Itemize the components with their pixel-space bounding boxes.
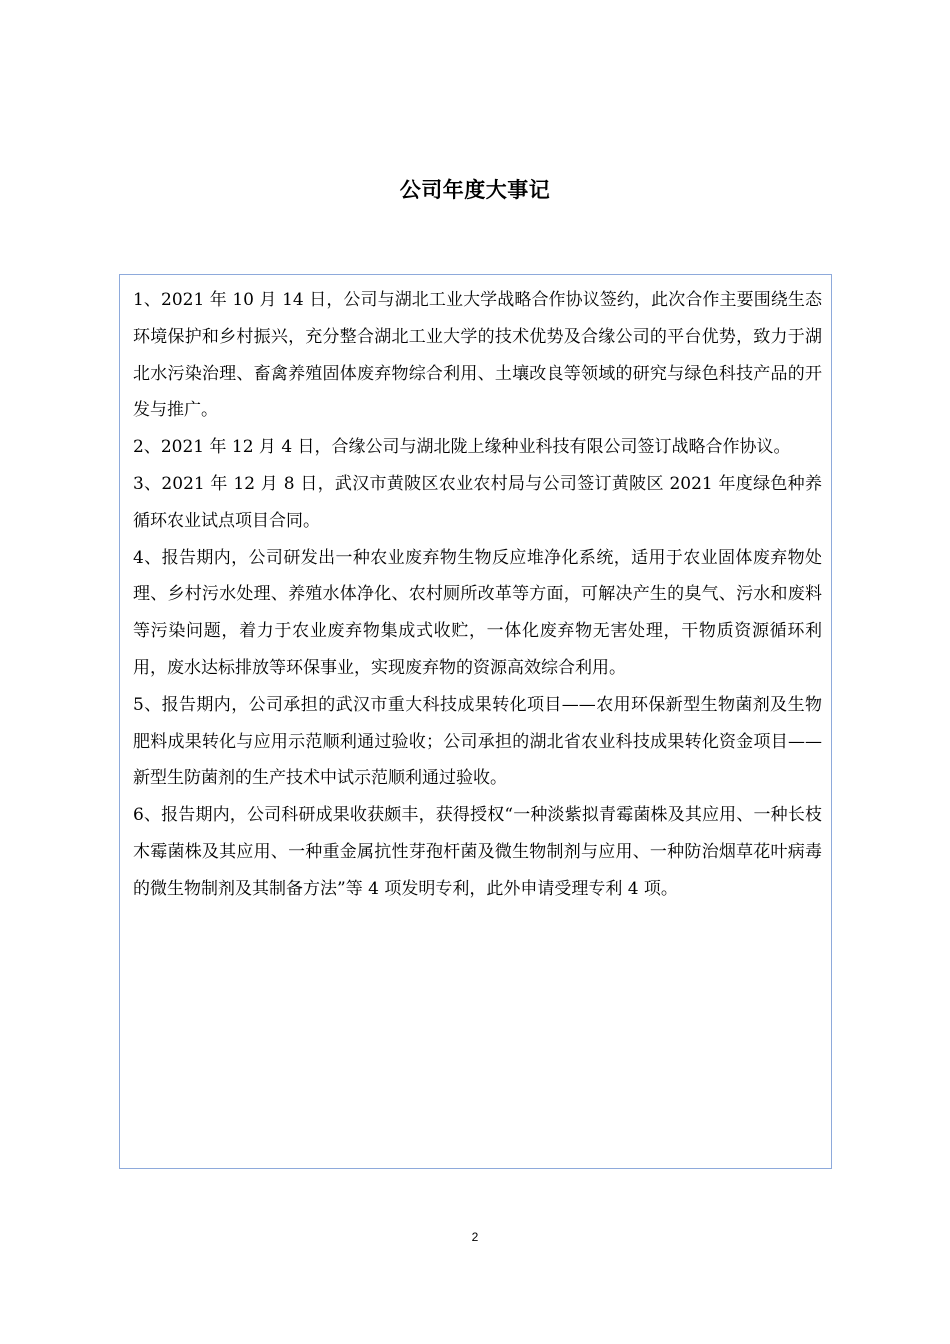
event-item-4: 4、报告期内，公司研发出一种农业废弃物生物反应堆净化系统，适用于农业固体废弃物处理、乡村污水处理、养殖水体净化、农村厕所改革等方面，可解决产生的臭气、污水和废料等污染问题，着力于农业废弃物集成式收贮，一体化废弃物无害处理，干物质资源循环利用，废水达标排放等环保事业，实现废弃物的资源高效综合利用。 (133, 547, 822, 678)
event-item-6: 6、报告期内，公司科研成果收获颇丰，获得授权“一种淡紫拟青霉菌株及其应用、一种长枝木霉菌株及其应用、一种重金属抗性芽孢杆菌及微生物制剂与应用、一种防治烟草花叶病毒的微生物制剂及其制备方法”等 4 项发明专利，此外申请受理专利 4 项。 (133, 805, 822, 899)
event-list (133, 282, 822, 908)
event-item-5: 5、报告期内，公司承担的武汉市重大科技成果转化项目——农用环保新型生物菌剂及生物肥料成果转化与应用示范顺利通过验收；公司承担的湖北省农业科技成果转化资金项目——新型生防菌剂的生产技术中试示范顺利通过验收。 (133, 694, 822, 789)
event-item-3: 3、2021 年 12 月 8 日，武汉市黄陂区农业农村局与公司签订黄陂区 2021 年度绿色种养循环农业试点项目合同。 (133, 473, 822, 531)
event-item-1: 1、2021 年 10 月 14 日，公司与湖北工业大学战略合作协议签约，此次合作主要围绕生态环境保护和乡村振兴，充分整合湖北工业大学的技术优势及合缘公司的平台优势，致力于湖北水污染治理、畜禽养殖固体废弃物综合利用、土壤改良等领域的研究与绿色科技产品的开发与推广。 (133, 290, 822, 421)
events-box (119, 274, 832, 1169)
page-number: 2 (471, 1230, 479, 1244)
event-item-2: 2、2021 年 12 月 4 日，合缘公司与湖北陇上缘种业科技有限公司签订战略合作协议。 (133, 437, 791, 458)
page-title: 公司年度大事记 (399, 178, 551, 202)
